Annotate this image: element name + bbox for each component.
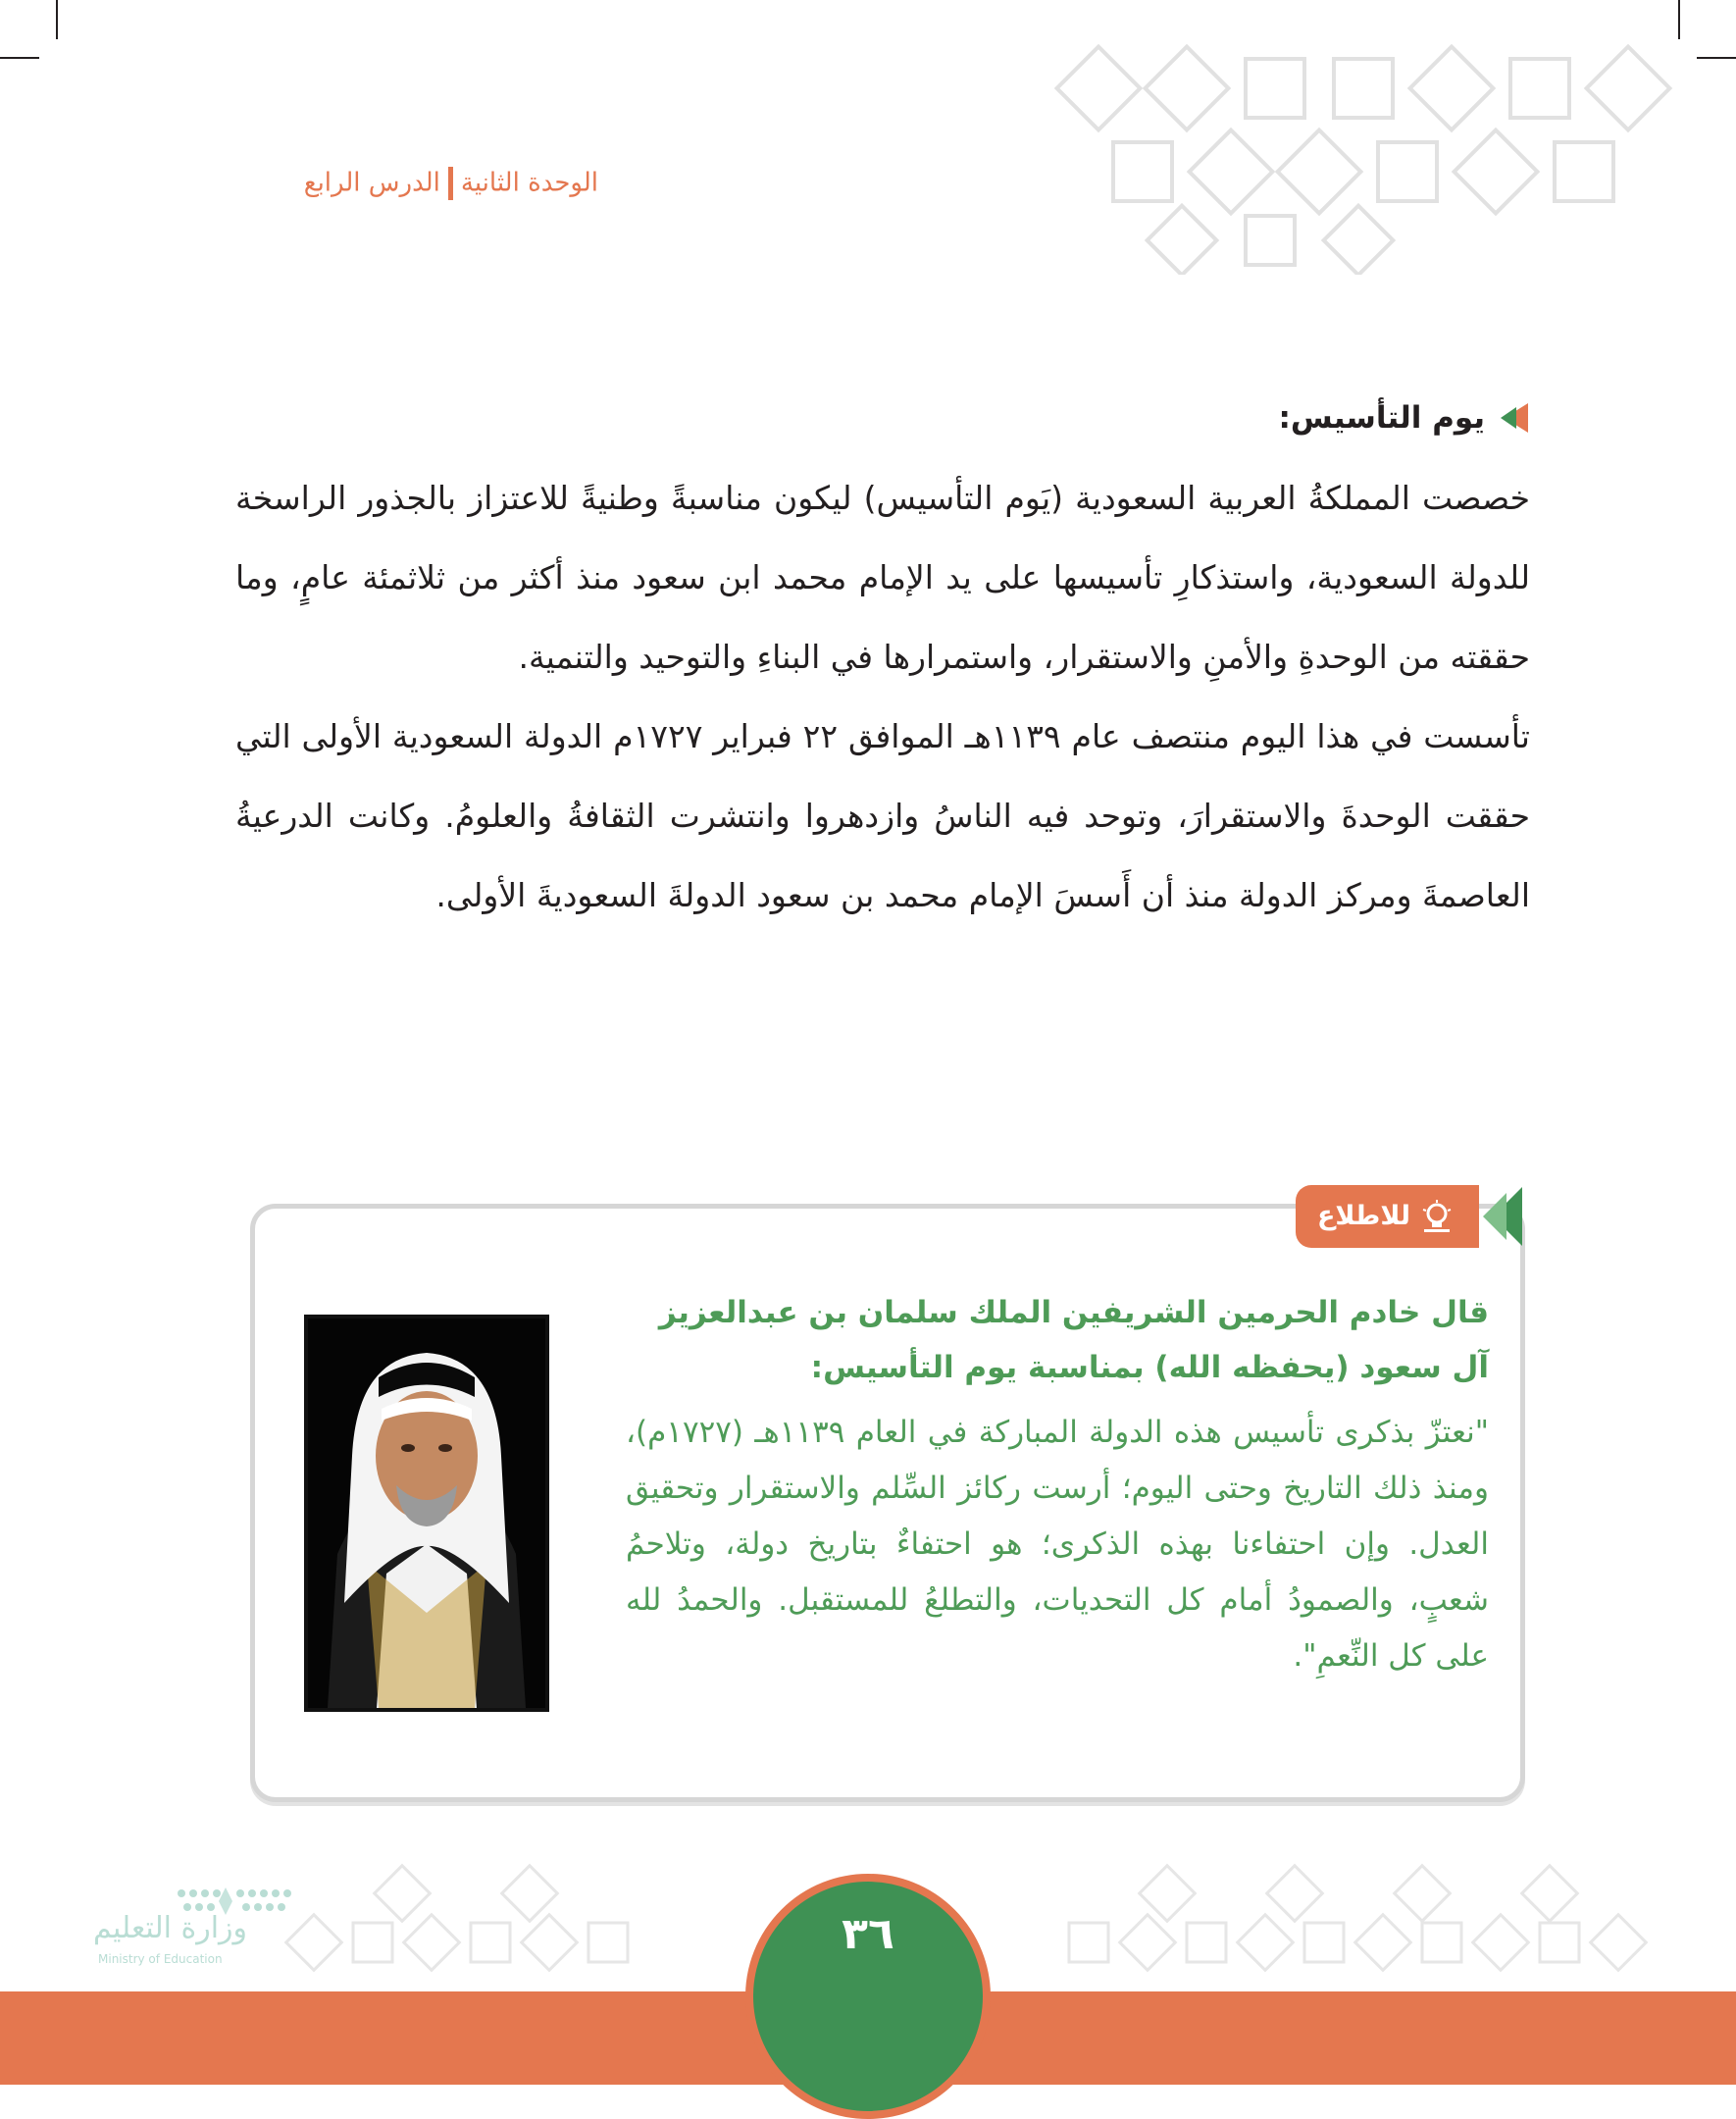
quote-heading (626, 1285, 1489, 1395)
ministry-name: وزارة التعليم (93, 1911, 248, 1945)
section-title: يوم التأسيس: (1278, 400, 1485, 436)
quote-text: "نعتزّ بذكرى تأسيس هذه الدولة المباركة في العام ١١٣٩هـ (١٧٢٧م)، ومنذ ذلك التاريخ وحتى اليوم؛ أرست ركائز السِّلم والاستقرار وتحقيق العدل. وإن احتفاءنا بهذه الذكرى؛ هو احتفاءٌ بتاريخ دولة، وتلاحمُ شعبٍ، والصمودُ أمام كل التحديات، والتطلعُ للمستقبل. والحمدُ لله على كل النِّعمِ". (626, 1415, 1490, 1674)
unit-lesson-header (304, 167, 598, 200)
lightbulb-icon (1420, 1200, 1454, 1233)
chevron-left-icon (1497, 401, 1530, 435)
decorative-pattern-top (1010, 20, 1716, 275)
paragraph: تأسست في هذا اليوم منتصف عام ١١٣٩هـ الموافق ٢٢ فبراير ١٧٢٧م الدولة السعودية الأولى التي حققت الوحدةَ والاستقرارَ، وتوحد فيه الناسُ وازدهروا وانتشرت الثقافةُ والعلومُ. وكانت الدرعيةُ العاصمةَ ومركز الدولة منذ أن أَسسَ الإمام محمد بن سعود الدولةَ السعوديةَ الأولى. (235, 717, 1530, 914)
unit-label: الوحدة الثانية (460, 168, 598, 198)
info-tag-pill (1296, 1185, 1479, 1248)
body-text (235, 458, 1530, 935)
quote-heading-line: آل سعود (يحفظه الله) بمناسبة يوم التأسيس: (810, 1350, 1489, 1385)
lesson-label: الدرس الرابع (303, 168, 440, 198)
double-chevron-icon (1479, 1185, 1524, 1248)
header-divider (448, 167, 453, 200)
quote-heading-line: قال خادم الحرمين الشريفين الملك سلمان بن عبدالعزيز (658, 1295, 1489, 1330)
section-heading (1278, 400, 1530, 436)
portrait-photo-icon (308, 1318, 545, 1708)
info-tag-label: للاطلاع (1316, 1201, 1410, 1231)
info-tag (1296, 1185, 1524, 1248)
king-portrait (304, 1315, 549, 1712)
crop-mark (0, 57, 39, 59)
paragraph: خصصت المملكةُ العربية السعودية (يَوم التأسيس) ليكون مناسبةً وطنيةً للاعتزاز بالجذور الراسخة للدولة السعودية، واستذكارِ تأسيسها على يد الإمام محمد ابن سعود منذ أكثر من ثلاثمئة عامٍ، وما حققته من الوحدةِ والأمنِ والاستقرار، واستمرارها في البناءِ والتوحيد والتنمية. (235, 479, 1530, 676)
page-number: ٣٦ (842, 1909, 894, 1959)
crop-mark (56, 0, 58, 39)
ministry-name-en: Ministry of Education (98, 1952, 223, 1966)
page-number-badge (745, 1874, 991, 2119)
